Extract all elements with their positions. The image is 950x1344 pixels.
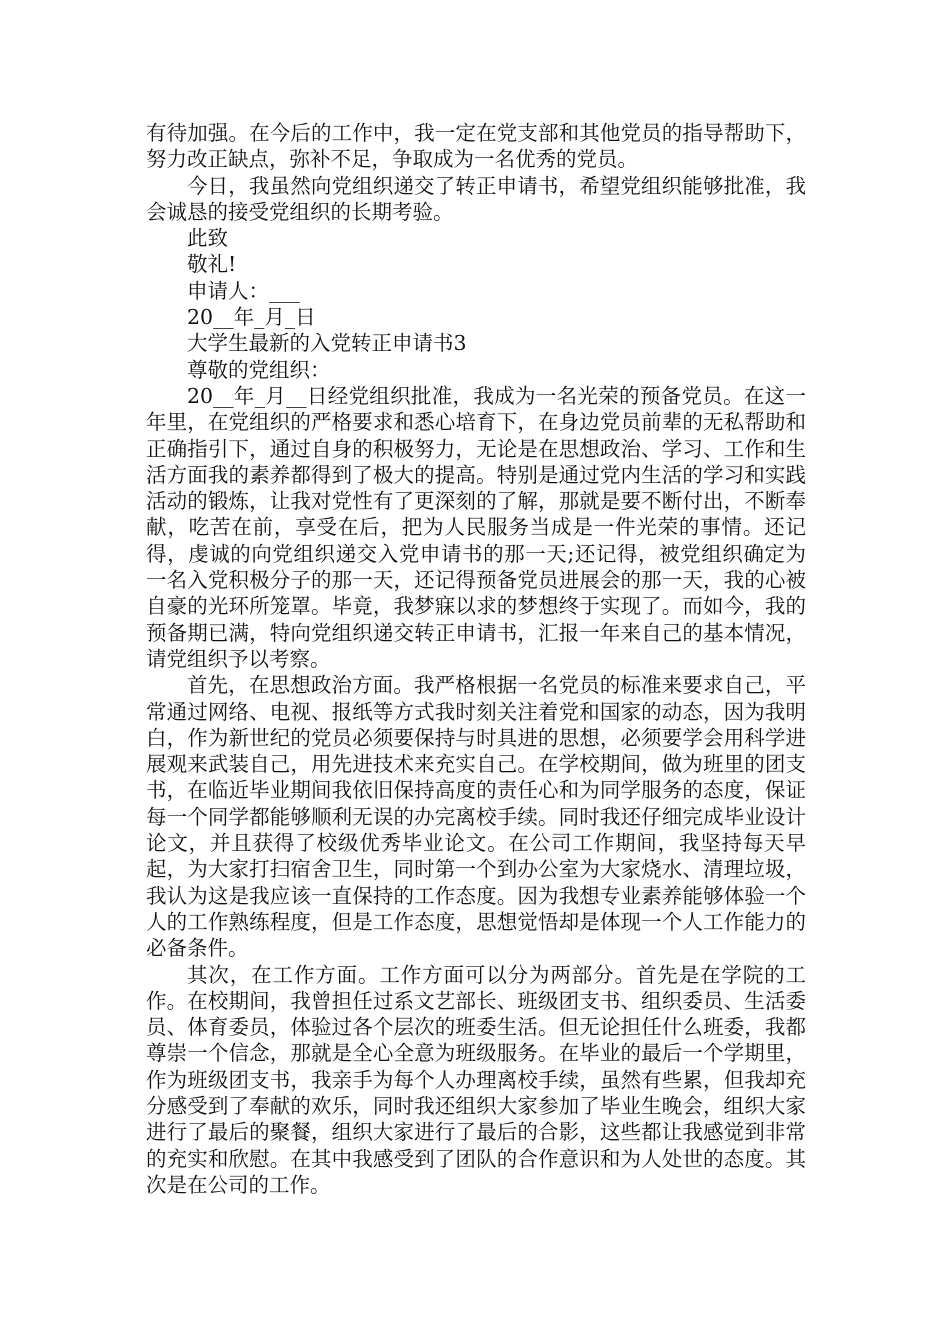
document-body	[146, 120, 806, 1198]
date-line: 20__年_月_日	[187, 305, 316, 330]
paragraph-continuation: 有待加强。在今后的工作中，我一定在党支部和其他党员的指导帮助下，努力改正缺点，弥补不足，争取成为一名优秀的党员。	[146, 121, 806, 172]
applicant-line: 申请人：___	[187, 278, 300, 303]
paragraph-introduction: 20__年_月__日经党组织批准，我成为一名光荣的预备党员。在这一年里，在党组织的严格要求和悉心培育下，在身边党员前辈的无私帮助和正确指引下，通过自身的积极努力，无论是在思想政治、学习、工作和生活方面我的素养都得到了极大的提高。特别是通过党内生活的学习和实践活动的锻炼，让我对党性有了更深刻的了解，那就是要不断付出，不断奉献，吃苦在前，享受在后，把为人民服务当成是一件光荣的事情。还记得，虔诚的向党组织递交入党申请书的那一天;还记得，被党组织确定为一名入党积极分子的那一天，还记得预备党员进展会的那一天，我的心被自豪的光环所笼罩。毕竟，我梦寐以求的梦想终于实现了。而如今，我的预备期已满，特向党组织递交转正申请书，汇报一年来自己的基本情况，请党组织予以考察。	[146, 383, 806, 671]
paragraph-closing-statement: 今日，我虽然向党组织递交了转正申请书，希望党组织能够批准，我会诚恳的接受党组织的长期考验。	[146, 173, 806, 224]
salutation-salute: 敬礼!	[187, 252, 237, 277]
paragraph-ideology: 首先，在思想政治方面。我严格根据一名党员的标准来要求自己，平常通过网络、电视、报纸等方式我时刻关注着党和国家的动态，因为我明白，作为新世纪的党员必须要保持与时具进的思想，必须要学会用科学进展观来武装自己，用先进技术来充实自己。在学校期间，做为班里的团支书，在临近毕业期间我依旧保持高度的责任心和为同学服务的态度，保证每一个同学都能够顺利无误的办完离校手续。同时我还仔细完成毕业设计论文，并且获得了校级优秀毕业论文。在公司工作期间，我坚持每天早起，为大家打扫宿舍卫生，同时第一个到办公室为大家烧水、清理垃圾，我认为这是我应该一直保持的工作态度。因为我想专业素养能够体验一个人的工作熟练程度，但是工作态度，思想觉悟却是体现一个人工作能力的必备条件。	[146, 673, 806, 961]
paragraph-work: 其次，在工作方面。工作方面可以分为两部分。首先是在学院的工作。在校期间，我曾担任过系文艺部长、班级团支书、组织委员、生活委员、体育委员，体验过各个层次的班委生活。但无论担任什么班委，我都尊崇一个信念，那就是全心全意为班级服务。在毕业的最后一个学期里，作为班级团支书，我亲手为每个人办理离校手续，虽然有些累，但我却充分感受到了奉献的欢乐，同时我还组织大家参加了毕业生晚会，组织大家进行了最后的聚餐，组织大家进行了最后的合影，这些都让我感觉到非常的充实和欣慰。在其中我感受到了团队的合作意识和为人处世的态度。其次是在公司的工作。	[146, 962, 806, 1197]
section-title: 大学生最新的入党转正申请书3	[187, 331, 467, 356]
salutation-respectfully: 此致	[187, 226, 228, 251]
greeting-line: 尊敬的党组织：	[187, 357, 331, 382]
